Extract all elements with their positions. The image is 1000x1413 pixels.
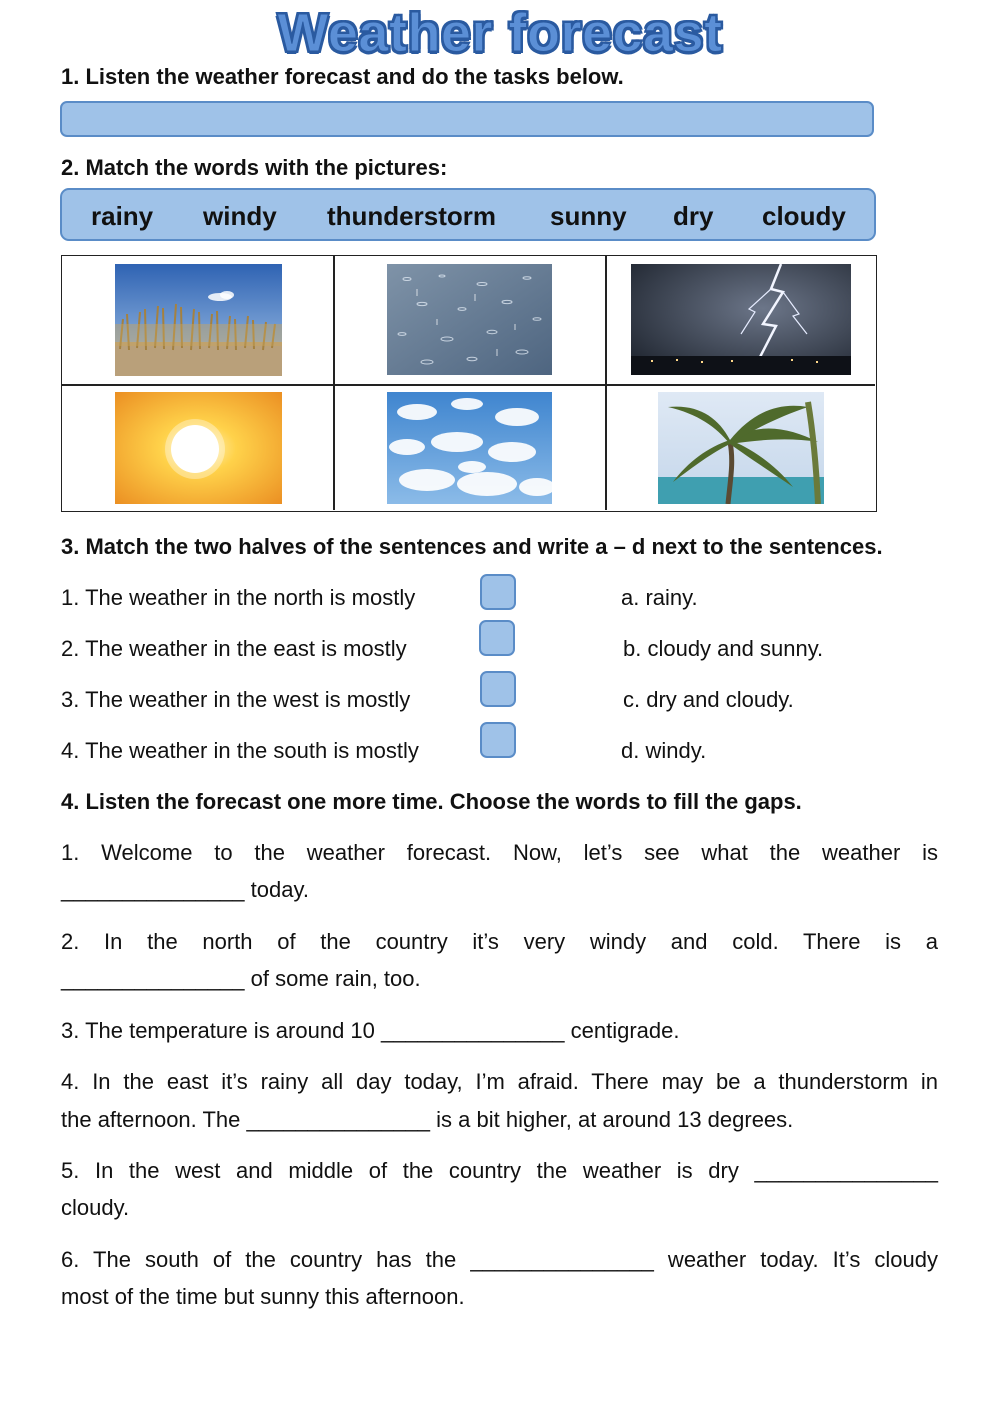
match-right-c: c. dry and cloudy. bbox=[623, 687, 794, 712]
match-right-d: d. windy. bbox=[621, 738, 707, 763]
gap-sentence-6-line2: most of the time but sunny this afternoon. bbox=[61, 1284, 465, 1309]
gap-sentence-4-line2[interactable]: the afternoon. The _______________ is a bit higher, at around 13 degrees. bbox=[61, 1107, 794, 1132]
gap-sentence-5-line2: cloudy. bbox=[61, 1195, 130, 1220]
page-title: Weather forecast bbox=[277, 3, 723, 63]
thunderstorm-picture[interactable] bbox=[631, 264, 851, 375]
match-left-1: 1. The weather in the north is mostly bbox=[61, 585, 416, 610]
match-right-b: b. cloudy and sunny. bbox=[623, 636, 824, 661]
task4-heading: 4. Listen the forecast one more time. Choose the words to fill the gaps. bbox=[61, 789, 802, 814]
gap-sentence-1-line1: 1. Welcome to the weather forecast. Now, let’s see what the weather is bbox=[61, 840, 938, 865]
answer-box-2[interactable] bbox=[479, 620, 515, 656]
audio-player-bar[interactable] bbox=[60, 101, 874, 137]
clouds-picture[interactable] bbox=[387, 392, 552, 504]
gap-sentence-5-line1[interactable]: 5. In the west and middle of the country the weather is dry _______________ bbox=[61, 1158, 938, 1183]
sun-picture[interactable] bbox=[115, 392, 282, 504]
word-dry[interactable]: dry bbox=[673, 201, 714, 231]
gap-sentence-2-line1: 2. In the north of the country it’s very windy and cold. There is a bbox=[61, 929, 938, 954]
match-left-2: 2. The weather in the east is mostly bbox=[61, 636, 407, 661]
word-sunny[interactable]: sunny bbox=[550, 201, 627, 231]
answer-box-1[interactable] bbox=[480, 574, 516, 610]
word-windy[interactable]: windy bbox=[203, 201, 277, 231]
gap-sentence-2-line2[interactable]: _______________ of some rain, too. bbox=[61, 966, 421, 991]
task3-heading: 3. Match the two halves of the sentences and write a – d next to the sentences. bbox=[61, 534, 883, 559]
gap-sentence-3[interactable]: 3. The temperature is around 10 _______________ centigrade. bbox=[61, 1018, 680, 1043]
dry-field-picture[interactable] bbox=[115, 264, 282, 376]
gap-sentence-4-line1: 4. In the east it’s rainy all day today, I’m afraid. There may be a thunderstorm in bbox=[61, 1069, 938, 1094]
word-rainy[interactable]: rainy bbox=[91, 201, 154, 231]
match-left-3: 3. The weather in the west is mostly bbox=[61, 687, 411, 712]
gap-sentence-1-line2[interactable]: _______________ today. bbox=[61, 877, 309, 902]
gap-sentence-6-line1[interactable]: 6. The south of the country has the _______________ weather today. It’s cloudy bbox=[61, 1247, 938, 1272]
word-thunderstorm[interactable]: thunderstorm bbox=[327, 201, 496, 231]
word-bank bbox=[60, 188, 876, 241]
match-left-4: 4. The weather in the south is mostly bbox=[61, 738, 419, 763]
rain-picture[interactable] bbox=[387, 264, 552, 375]
match-right-a: a. rainy. bbox=[621, 585, 698, 610]
task2-heading: 2. Match the words with the pictures: bbox=[61, 155, 448, 180]
windy-palm-picture[interactable] bbox=[658, 392, 824, 504]
word-cloudy[interactable]: cloudy bbox=[762, 201, 846, 231]
picture-grid bbox=[61, 255, 877, 512]
task1-heading: 1. Listen the weather forecast and do the tasks below. bbox=[61, 64, 624, 89]
answer-box-3[interactable] bbox=[480, 671, 516, 707]
answer-box-4[interactable] bbox=[480, 722, 516, 758]
